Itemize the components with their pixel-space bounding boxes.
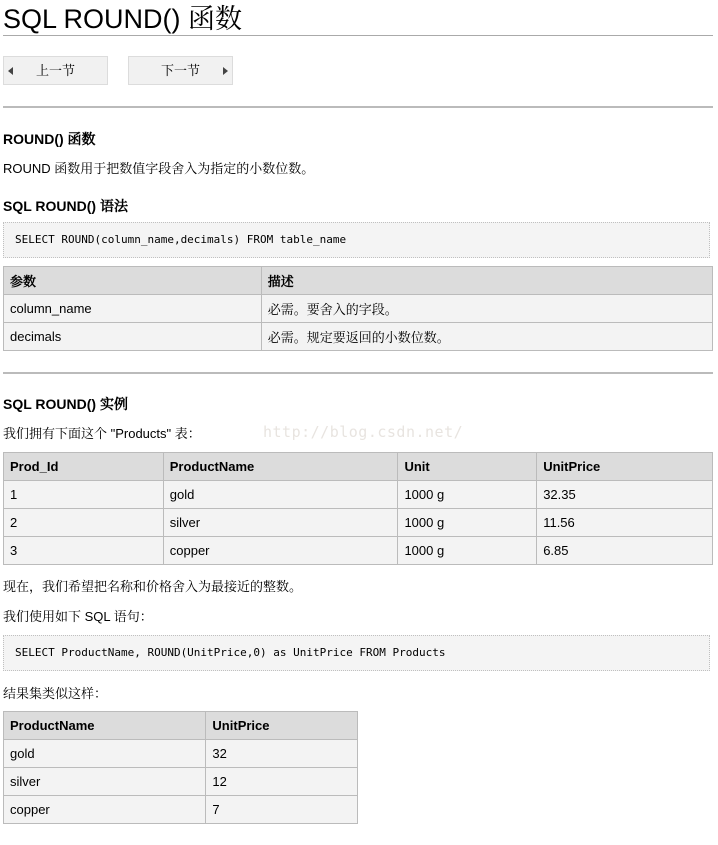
watermark-text: http://blog.csdn.net/ bbox=[263, 423, 464, 441]
table-cell: gold bbox=[163, 481, 398, 509]
table-row bbox=[4, 740, 358, 768]
column-header: ProductName bbox=[4, 712, 206, 740]
triangle-right-icon bbox=[223, 67, 228, 75]
table-cell: 32.35 bbox=[537, 481, 713, 509]
table-header-row bbox=[4, 712, 358, 740]
table-row bbox=[4, 768, 358, 796]
divider bbox=[3, 106, 713, 108]
table-cell: 11.56 bbox=[537, 509, 713, 537]
function-description: ROUND 函数用于把数值字段舍入为指定的小数位数。 bbox=[3, 161, 315, 176]
column-header: Prod_Id bbox=[4, 453, 164, 481]
table-cell: 2 bbox=[4, 509, 164, 537]
table-cell: 1000 g bbox=[398, 481, 537, 509]
use-sql-text: 我们使用如下 SQL 语句： bbox=[3, 609, 153, 624]
table-header-row bbox=[4, 453, 713, 481]
table-cell: silver bbox=[163, 509, 398, 537]
column-header: Unit bbox=[398, 453, 537, 481]
table-cell: 必需。要舍入的字段。 bbox=[261, 295, 712, 323]
section-heading: ROUND() 函数 bbox=[3, 131, 96, 147]
table-row bbox=[4, 323, 713, 351]
table-cell: copper bbox=[4, 796, 206, 824]
example-heading: SQL ROUND() 实例 bbox=[3, 396, 128, 412]
nav-buttons bbox=[3, 56, 713, 86]
table-cell: 7 bbox=[206, 796, 358, 824]
table-row bbox=[4, 295, 713, 323]
table-header-row bbox=[4, 267, 713, 295]
column-header: ProductName bbox=[163, 453, 398, 481]
column-header: 参数 bbox=[4, 267, 262, 295]
table-cell: 1000 g bbox=[398, 509, 537, 537]
syntax-heading: SQL ROUND() 语法 bbox=[3, 198, 128, 214]
goal-text: 现在，我们希望把名称和价格舍入为最接近的整数。 bbox=[3, 579, 303, 594]
table-row bbox=[4, 509, 713, 537]
query-code-block: SELECT ProductName, ROUND(UnitPrice,0) as UnitPrice FROM Products bbox=[3, 635, 710, 671]
table-cell: column_name bbox=[4, 295, 262, 323]
column-header: UnitPrice bbox=[206, 712, 358, 740]
table-cell: 必需。规定要返回的小数位数。 bbox=[261, 323, 712, 351]
table-cell: 32 bbox=[206, 740, 358, 768]
table-cell: 6.85 bbox=[537, 537, 713, 565]
next-section-label: 下一节 bbox=[160, 63, 200, 78]
column-header: UnitPrice bbox=[537, 453, 713, 481]
table-cell: gold bbox=[4, 740, 206, 768]
triangle-left-icon bbox=[8, 67, 13, 75]
result-text: 结果集类似这样： bbox=[3, 686, 108, 701]
table-cell: 1 bbox=[4, 481, 164, 509]
example-intro: 我们拥有下面这个 "Products" 表： bbox=[3, 426, 201, 441]
table-cell: 1000 g bbox=[398, 537, 537, 565]
table-cell: copper bbox=[163, 537, 398, 565]
params-table bbox=[3, 266, 713, 351]
prev-section-button[interactable] bbox=[3, 56, 108, 85]
divider bbox=[3, 372, 713, 374]
next-section-button[interactable] bbox=[128, 56, 233, 85]
table-cell: 3 bbox=[4, 537, 164, 565]
column-header: 描述 bbox=[261, 267, 712, 295]
products-table bbox=[3, 452, 713, 565]
table-row bbox=[4, 796, 358, 824]
page-title: SQL ROUND() 函数 bbox=[3, 0, 713, 36]
table-cell: silver bbox=[4, 768, 206, 796]
prev-section-label: 上一节 bbox=[35, 63, 75, 78]
article bbox=[3, 0, 713, 824]
result-table bbox=[3, 711, 358, 824]
table-row bbox=[4, 481, 713, 509]
table-cell: decimals bbox=[4, 323, 262, 351]
table-cell: 12 bbox=[206, 768, 358, 796]
table-row bbox=[4, 537, 713, 565]
syntax-code-block: SELECT ROUND(column_name,decimals) FROM table_name bbox=[3, 222, 710, 258]
